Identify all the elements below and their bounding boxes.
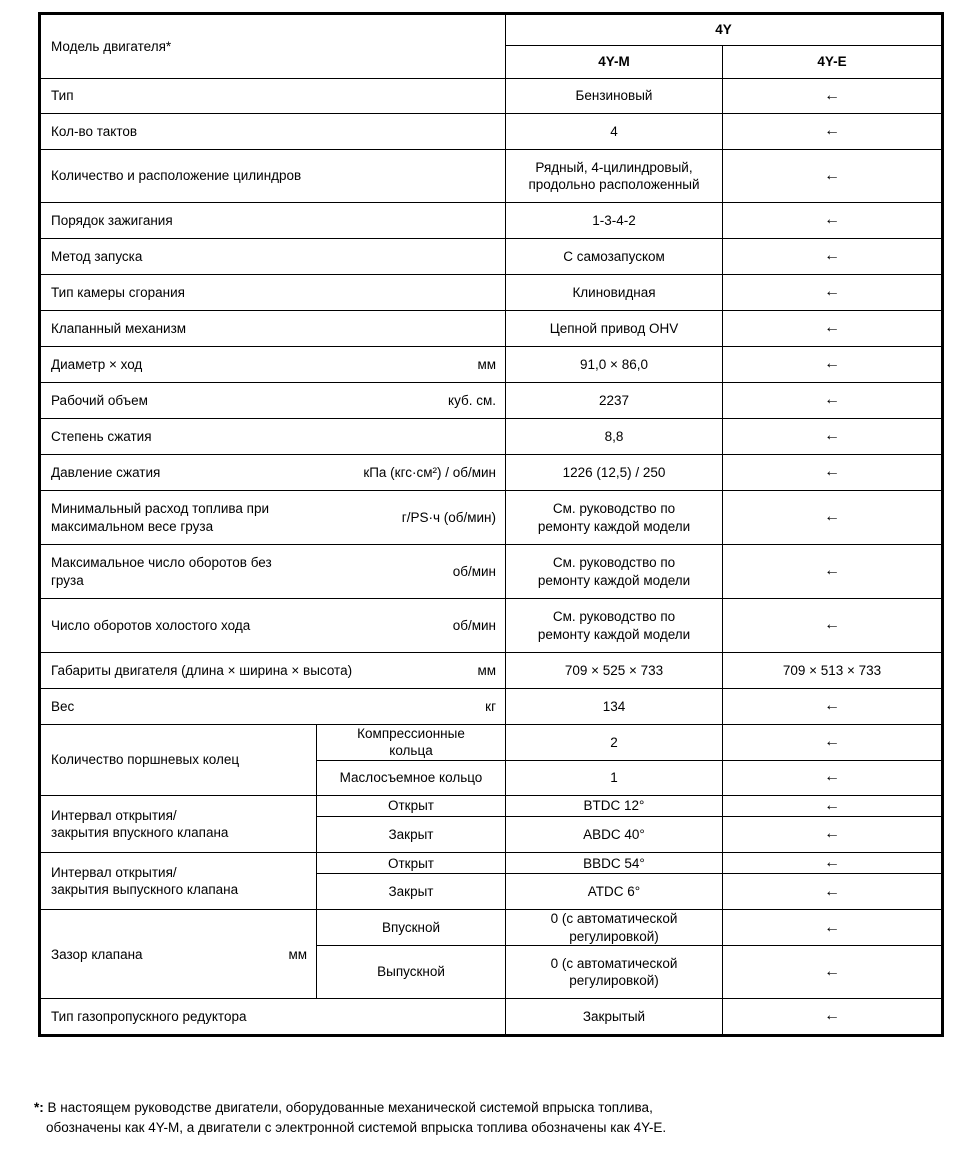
table-row (41, 275, 942, 311)
value-4ym: См. руководство по ремонту каждой модели (506, 545, 723, 599)
row-unit: об/мин (452, 617, 496, 633)
footnote-line-2: обозначены как 4Y-M, а двигатели с электронной системой впрыска топлива обозначены как 4Y-E. (46, 1119, 667, 1135)
row-label-cell (41, 114, 506, 150)
table-body (41, 15, 942, 1035)
group-label-cell (41, 725, 317, 796)
value-4ym: 0 (с автоматической регулировкой) (506, 946, 723, 999)
value-4ye: ← (723, 999, 942, 1035)
value-4ye: ← (723, 910, 942, 946)
row-label-wrap (41, 119, 505, 144)
value-4ym: 0 (с автоматической регулировкой) (506, 910, 723, 946)
table-row (41, 491, 942, 545)
value-4ym: 134 (506, 689, 723, 725)
value-4ym: Клиновидная (506, 275, 723, 311)
value-4ye: ← (723, 853, 942, 874)
value-4ym: Цепной привод OHV (506, 311, 723, 347)
row-unit: кПа (кгс·см²) / об/мин (363, 464, 496, 480)
row-label-cell (41, 455, 506, 491)
group-label-cell (41, 853, 317, 910)
value-4ye: ← (723, 795, 942, 816)
value-4ye: ← (723, 114, 942, 150)
row-label-wrap (41, 244, 505, 269)
row-label-wrap (41, 424, 505, 449)
row-label-wrap (41, 352, 505, 377)
row-label-cell (41, 653, 506, 689)
row-label: Тип газопропускного редуктора (51, 1008, 247, 1024)
table-row (41, 150, 942, 203)
group-label-wrap (41, 747, 316, 772)
subrow-label: Закрыт (317, 874, 506, 910)
value-4ye: ← (723, 946, 942, 999)
value-4ye: ← (723, 689, 942, 725)
table-row (41, 114, 942, 150)
value-4ye: ← (723, 419, 942, 455)
row-label: Габариты двигателя (длина × ширина × высота) (51, 662, 353, 678)
table-row (41, 455, 942, 491)
row-label-cell (41, 419, 506, 455)
group-label: Интервал открытия/ закрытия впускного клапана (51, 807, 229, 840)
row-label-cell (41, 599, 506, 653)
row-label: Максимальное число оборотов без груза (51, 555, 272, 588)
engine-specification-table (40, 14, 942, 1035)
row-label: Клапанный механизм (51, 320, 187, 336)
value-4ym: BBDC 54° (506, 853, 723, 874)
value-4ye: ← (723, 239, 942, 275)
subrow-label: Закрыт (317, 817, 506, 853)
subrow-label: Впускной (317, 910, 506, 946)
group-label-wrap (41, 860, 316, 903)
row-label: Степень сжатия (51, 428, 152, 444)
header-column-4ye: 4Y-E (723, 46, 942, 79)
value-4ye: ← (723, 874, 942, 910)
value-4ye: ← (723, 347, 942, 383)
value-4ye: ← (723, 725, 942, 761)
value-4ym: См. руководство по ремонту каждой модели (506, 599, 723, 653)
value-4ye: ← (723, 599, 942, 653)
group-label-wrap (41, 942, 316, 967)
row-label: Вес (51, 698, 75, 714)
row-label: Количество и расположение цилиндров (51, 168, 302, 184)
row-label-wrap (41, 550, 505, 593)
header-column-4ym: 4Y-M (506, 46, 723, 79)
group-label-wrap (41, 803, 316, 846)
group-label-cell (41, 910, 317, 999)
row-label: Тип (51, 88, 74, 104)
row-label-wrap (41, 658, 505, 683)
table-row (41, 653, 942, 689)
row-label: Кол-во тактов (51, 123, 138, 139)
table-row (41, 999, 942, 1035)
value-4ye: ← (723, 383, 942, 419)
value-4ye: ← (723, 455, 942, 491)
value-4ym: Бензиновый (506, 79, 723, 114)
value-4ym: Закрытый (506, 999, 723, 1035)
header-group-4y: 4Y (506, 15, 942, 46)
group-unit: мм (288, 946, 307, 962)
row-label: Рабочий объем (51, 392, 148, 408)
value-4ym: Рядный, 4-цилиндровый, продольно расположенный (506, 150, 723, 203)
row-label-wrap (41, 613, 505, 638)
engine-model-label: Модель двигателя* (51, 38, 172, 54)
value-4ym: 2 (506, 725, 723, 761)
row-label-cell (41, 150, 506, 203)
value-4ym: ABDC 40° (506, 817, 723, 853)
value-4ye: ← (723, 275, 942, 311)
row-unit: г/PS·ч (об/мин) (401, 509, 496, 525)
footnote-line-1: В настоящем руководстве двигатели, оборудованные механической системой впрыска топлива, (47, 1100, 653, 1115)
row-label-cell (41, 79, 506, 114)
table-row-grouped (41, 853, 942, 874)
value-4ye: 709 × 513 × 733 (723, 653, 942, 689)
table-row (41, 79, 942, 114)
value-4ym: См. руководство по ремонту каждой модели (506, 491, 723, 545)
value-4ym: 4 (506, 114, 723, 150)
row-label-cell (41, 545, 506, 599)
row-label-wrap (41, 163, 505, 188)
value-4ym: BTDC 12° (506, 795, 723, 816)
value-4ye: ← (723, 203, 942, 239)
value-4ye: ← (723, 817, 942, 853)
value-4ye: ← (723, 491, 942, 545)
row-label: Давление сжатия (51, 464, 161, 480)
row-label-wrap (41, 83, 505, 108)
value-4ym: 1 (506, 760, 723, 795)
table-row-grouped (41, 910, 942, 946)
table-row (41, 347, 942, 383)
table-row (41, 239, 942, 275)
header-label-wrap (41, 34, 505, 59)
row-label-cell (41, 239, 506, 275)
footnote-mark: *: (34, 1100, 44, 1115)
value-4ym: ATDC 6° (506, 874, 723, 910)
value-4ye: ← (723, 79, 942, 114)
table-header-row-group (41, 15, 942, 46)
value-4ym: С самозапуском (506, 239, 723, 275)
row-label-cell (41, 347, 506, 383)
group-label: Количество поршневых колец (51, 752, 240, 768)
table-row (41, 383, 942, 419)
row-label-cell (41, 491, 506, 545)
row-label-cell (41, 275, 506, 311)
table-row-grouped (41, 795, 942, 816)
row-label-wrap (41, 496, 505, 539)
row-label-wrap (41, 208, 505, 233)
table-row (41, 419, 942, 455)
row-label-wrap (41, 1004, 505, 1029)
row-unit: об/мин (452, 563, 496, 579)
row-label: Порядок зажигания (51, 212, 173, 228)
header-label-cell (41, 15, 506, 79)
subrow-label: Открыт (317, 853, 506, 874)
row-label: Минимальный расход топлива при максимальном весе груза (51, 501, 270, 534)
table-row (41, 689, 942, 725)
subrow-label: Открыт (317, 795, 506, 816)
table-row (41, 311, 942, 347)
group-label: Интервал открытия/ закрытия выпускного клапана (51, 864, 239, 898)
value-4ym: 91,0 × 86,0 (506, 347, 723, 383)
row-label: Тип камеры сгорания (51, 284, 185, 300)
table-row-grouped (41, 725, 942, 761)
row-label-cell (41, 311, 506, 347)
row-label-cell (41, 383, 506, 419)
row-label-wrap (41, 460, 505, 485)
footnote (34, 1098, 942, 1137)
value-4ym: 709 × 525 × 733 (506, 653, 723, 689)
group-label: Зазор клапана (51, 946, 143, 962)
value-4ye: ← (723, 760, 942, 795)
value-4ym: 8,8 (506, 419, 723, 455)
subrow-label: Выпускной (317, 946, 506, 999)
subrow-label: Маслосъемное кольцо (317, 760, 506, 795)
table-row (41, 203, 942, 239)
row-label-cell (41, 203, 506, 239)
value-4ym: 1-3-4-2 (506, 203, 723, 239)
row-unit: мм (477, 662, 496, 678)
row-unit: мм (477, 356, 496, 372)
row-label-cell (41, 999, 506, 1035)
row-label-wrap (41, 694, 505, 719)
row-label: Число оборотов холостого хода (51, 617, 251, 633)
value-4ye: ← (723, 545, 942, 599)
row-label-wrap (41, 316, 505, 341)
value-4ye: ← (723, 311, 942, 347)
row-unit: куб. см. (448, 392, 496, 408)
value-4ye: ← (723, 150, 942, 203)
table-row (41, 599, 942, 653)
value-4ym: 2237 (506, 383, 723, 419)
row-label-cell (41, 689, 506, 725)
group-label-cell (41, 795, 317, 852)
subrow-label: Компрессионные кольца (317, 725, 506, 761)
value-4ym: 1226 (12,5) / 250 (506, 455, 723, 491)
row-unit: кг (485, 698, 496, 714)
table-row (41, 545, 942, 599)
row-label-wrap (41, 280, 505, 305)
row-label: Диаметр × ход (51, 356, 143, 372)
row-label: Метод запуска (51, 248, 143, 264)
row-label-wrap (41, 388, 505, 413)
